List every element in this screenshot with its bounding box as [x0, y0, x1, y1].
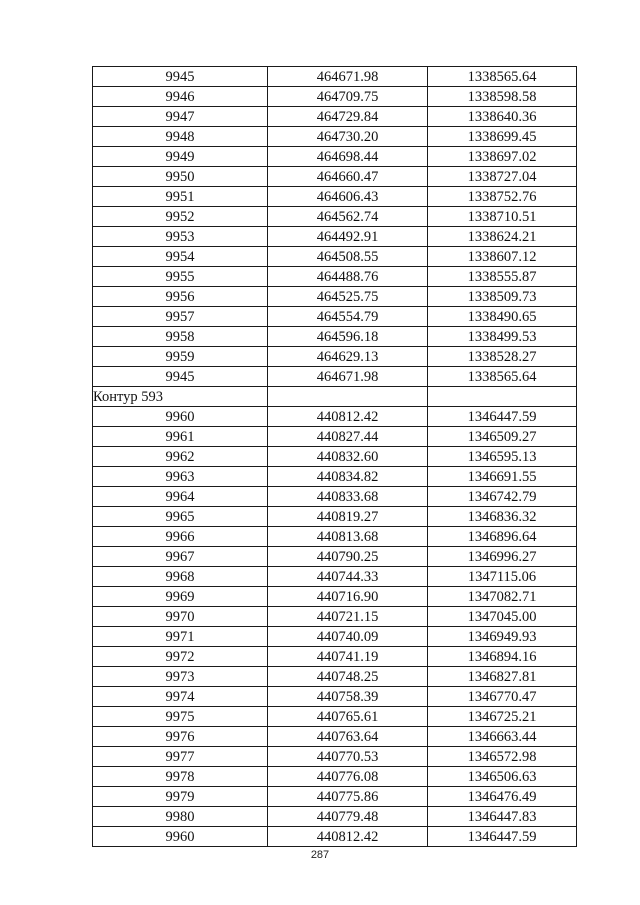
x-coordinate-cell: 464562.74 — [268, 207, 428, 227]
point-number-cell: 9947 — [93, 107, 268, 127]
y-coordinate-cell: 1346742.79 — [428, 487, 577, 507]
table-row — [93, 167, 577, 187]
x-coordinate-cell: 440770.53 — [268, 747, 428, 767]
x-coordinate-cell: 440740.09 — [268, 627, 428, 647]
table-row — [93, 67, 577, 87]
y-coordinate-cell: 1346509.27 — [428, 427, 577, 447]
table-row — [93, 487, 577, 507]
point-number-cell: 9962 — [93, 447, 268, 467]
table-row — [93, 547, 577, 567]
y-coordinate-cell: 1346506.63 — [428, 767, 577, 787]
x-coordinate-cell: 464698.44 — [268, 147, 428, 167]
point-number-cell: 9953 — [93, 227, 268, 247]
x-coordinate-cell: 440748.25 — [268, 667, 428, 687]
y-coordinate-cell: 1346725.21 — [428, 707, 577, 727]
point-number-cell: 9960 — [93, 407, 268, 427]
table-row — [93, 147, 577, 167]
x-coordinate-cell: 440775.86 — [268, 787, 428, 807]
point-number-cell: 9975 — [93, 707, 268, 727]
y-coordinate-cell: 1346996.27 — [428, 547, 577, 567]
x-coordinate-cell: 440819.27 — [268, 507, 428, 527]
point-number-cell: 9957 — [93, 307, 268, 327]
point-number-cell: 9963 — [93, 467, 268, 487]
point-number-cell: 9952 — [93, 207, 268, 227]
table-row — [93, 87, 577, 107]
point-number-cell: 9945 — [93, 67, 268, 87]
y-coordinate-cell: 1346447.59 — [428, 407, 577, 427]
point-number-cell: 9976 — [93, 727, 268, 747]
point-number-cell: 9979 — [93, 787, 268, 807]
point-number-cell: 9974 — [93, 687, 268, 707]
y-coordinate-cell: 1338555.87 — [428, 267, 577, 287]
table-row — [93, 287, 577, 307]
y-coordinate-cell: 1347045.00 — [428, 607, 577, 627]
table-row — [93, 687, 577, 707]
point-number-cell: 9969 — [93, 587, 268, 607]
point-number-cell: 9958 — [93, 327, 268, 347]
table-row — [93, 267, 577, 287]
point-number-cell: 9973 — [93, 667, 268, 687]
point-number-cell: 9949 — [93, 147, 268, 167]
table-row — [93, 227, 577, 247]
x-coordinate-cell: 464671.98 — [268, 67, 428, 87]
x-coordinate-cell: 464660.47 — [268, 167, 428, 187]
x-coordinate-cell: 440834.82 — [268, 467, 428, 487]
table-row — [93, 767, 577, 787]
point-number-cell: 9978 — [93, 767, 268, 787]
table-row — [93, 187, 577, 207]
empty-cell — [428, 387, 577, 407]
table-row — [93, 407, 577, 427]
y-coordinate-cell: 1338598.58 — [428, 87, 577, 107]
page-number: 287 — [310, 849, 330, 861]
table-row — [93, 107, 577, 127]
y-coordinate-cell: 1338697.02 — [428, 147, 577, 167]
x-coordinate-cell: 440776.08 — [268, 767, 428, 787]
table-row — [93, 327, 577, 347]
table-row — [93, 367, 577, 387]
y-coordinate-cell: 1346572.98 — [428, 747, 577, 767]
table-row — [93, 247, 577, 267]
y-coordinate-cell: 1346827.81 — [428, 667, 577, 687]
y-coordinate-cell: 1338499.53 — [428, 327, 577, 347]
x-coordinate-cell: 440721.15 — [268, 607, 428, 627]
point-number-cell: 9961 — [93, 427, 268, 447]
y-coordinate-cell: 1338640.36 — [428, 107, 577, 127]
y-coordinate-cell: 1338727.04 — [428, 167, 577, 187]
y-coordinate-cell: 1346949.93 — [428, 627, 577, 647]
x-coordinate-cell: 464596.18 — [268, 327, 428, 347]
point-number-cell: 9965 — [93, 507, 268, 527]
table-row — [93, 307, 577, 327]
y-coordinate-cell: 1338710.51 — [428, 207, 577, 227]
x-coordinate-cell: 440813.68 — [268, 527, 428, 547]
point-number-cell: 9966 — [93, 527, 268, 547]
table-row — [93, 587, 577, 607]
point-number-cell: 9956 — [93, 287, 268, 307]
table-row — [93, 507, 577, 527]
x-coordinate-cell: 464671.98 — [268, 367, 428, 387]
x-coordinate-cell: 440744.33 — [268, 567, 428, 587]
table-row — [93, 207, 577, 227]
contour-header-row — [93, 387, 577, 407]
table-row — [93, 347, 577, 367]
table-row — [93, 467, 577, 487]
table-row — [93, 727, 577, 747]
y-coordinate-cell: 1338565.64 — [428, 367, 577, 387]
x-coordinate-cell: 464488.76 — [268, 267, 428, 287]
table-row — [93, 527, 577, 547]
table-row — [93, 747, 577, 767]
point-number-cell: 9977 — [93, 747, 268, 767]
x-coordinate-cell: 464629.13 — [268, 347, 428, 367]
y-coordinate-cell: 1346691.55 — [428, 467, 577, 487]
x-coordinate-cell: 440833.68 — [268, 487, 428, 507]
point-number-cell: 9950 — [93, 167, 268, 187]
coordinates-table-body — [93, 67, 577, 847]
point-number-cell: 9964 — [93, 487, 268, 507]
y-coordinate-cell: 1338509.73 — [428, 287, 577, 307]
y-coordinate-cell: 1346836.32 — [428, 507, 577, 527]
point-number-cell: 9968 — [93, 567, 268, 587]
y-coordinate-cell: 1338624.21 — [428, 227, 577, 247]
point-number-cell: 9971 — [93, 627, 268, 647]
point-number-cell: 9960 — [93, 827, 268, 847]
y-coordinate-cell: 1346447.83 — [428, 807, 577, 827]
x-coordinate-cell: 440741.19 — [268, 647, 428, 667]
y-coordinate-cell: 1346595.13 — [428, 447, 577, 467]
x-coordinate-cell: 440779.48 — [268, 807, 428, 827]
contour-label: Контур 593 — [93, 387, 268, 407]
y-coordinate-cell: 1346447.59 — [428, 827, 577, 847]
table-row — [93, 807, 577, 827]
table-row — [93, 647, 577, 667]
point-number-cell: 9955 — [93, 267, 268, 287]
x-coordinate-cell: 440758.39 — [268, 687, 428, 707]
x-coordinate-cell: 440827.44 — [268, 427, 428, 447]
x-coordinate-cell: 464492.91 — [268, 227, 428, 247]
table-row — [93, 667, 577, 687]
x-coordinate-cell: 440765.61 — [268, 707, 428, 727]
y-coordinate-cell: 1346663.44 — [428, 727, 577, 747]
point-number-cell: 9948 — [93, 127, 268, 147]
table-row — [93, 707, 577, 727]
x-coordinate-cell: 440812.42 — [268, 827, 428, 847]
y-coordinate-cell: 1346476.49 — [428, 787, 577, 807]
empty-cell — [268, 387, 428, 407]
point-number-cell: 9959 — [93, 347, 268, 367]
x-coordinate-cell: 464525.75 — [268, 287, 428, 307]
y-coordinate-cell: 1347082.71 — [428, 587, 577, 607]
y-coordinate-cell: 1347115.06 — [428, 567, 577, 587]
y-coordinate-cell: 1338565.64 — [428, 67, 577, 87]
table-row — [93, 447, 577, 467]
point-number-cell: 9980 — [93, 807, 268, 827]
point-number-cell: 9967 — [93, 547, 268, 567]
coordinates-table — [92, 66, 577, 847]
y-coordinate-cell: 1346896.64 — [428, 527, 577, 547]
x-coordinate-cell: 440812.42 — [268, 407, 428, 427]
x-coordinate-cell: 440790.25 — [268, 547, 428, 567]
point-number-cell: 9972 — [93, 647, 268, 667]
x-coordinate-cell: 440763.64 — [268, 727, 428, 747]
y-coordinate-cell: 1346770.47 — [428, 687, 577, 707]
table-row — [93, 827, 577, 847]
y-coordinate-cell: 1338607.12 — [428, 247, 577, 267]
x-coordinate-cell: 440716.90 — [268, 587, 428, 607]
point-number-cell: 9951 — [93, 187, 268, 207]
x-coordinate-cell: 464729.84 — [268, 107, 428, 127]
table-row — [93, 127, 577, 147]
point-number-cell: 9970 — [93, 607, 268, 627]
x-coordinate-cell: 440832.60 — [268, 447, 428, 467]
y-coordinate-cell: 1338528.27 — [428, 347, 577, 367]
x-coordinate-cell: 464508.55 — [268, 247, 428, 267]
table-row — [93, 787, 577, 807]
y-coordinate-cell: 1338752.76 — [428, 187, 577, 207]
table-row — [93, 567, 577, 587]
x-coordinate-cell: 464554.79 — [268, 307, 428, 327]
table-row — [93, 627, 577, 647]
point-number-cell: 9954 — [93, 247, 268, 267]
y-coordinate-cell: 1338699.45 — [428, 127, 577, 147]
y-coordinate-cell: 1338490.65 — [428, 307, 577, 327]
x-coordinate-cell: 464709.75 — [268, 87, 428, 107]
table-row — [93, 427, 577, 447]
x-coordinate-cell: 464606.43 — [268, 187, 428, 207]
point-number-cell: 9945 — [93, 367, 268, 387]
table-row — [93, 607, 577, 627]
y-coordinate-cell: 1346894.16 — [428, 647, 577, 667]
x-coordinate-cell: 464730.20 — [268, 127, 428, 147]
point-number-cell: 9946 — [93, 87, 268, 107]
